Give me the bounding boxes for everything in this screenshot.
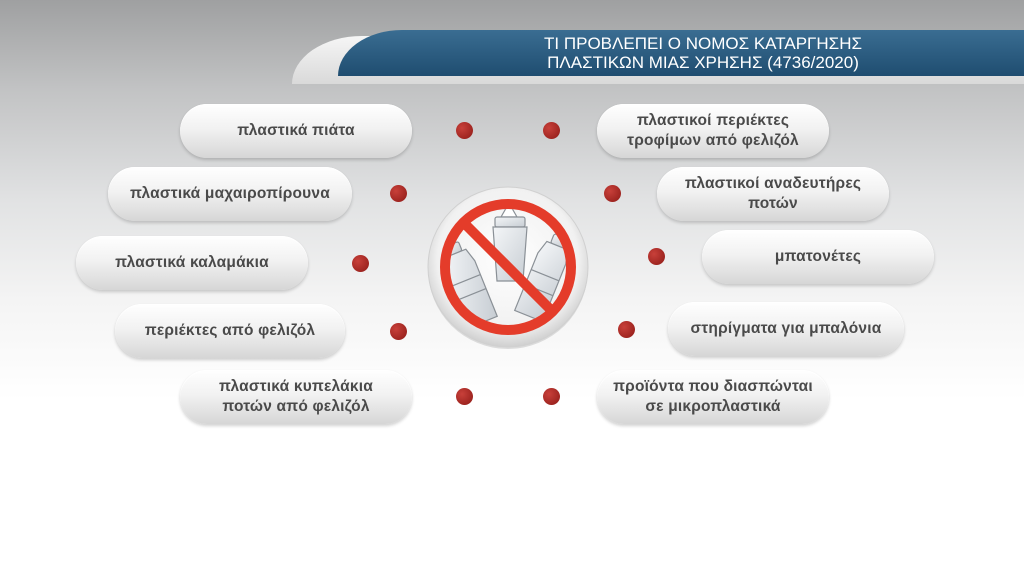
title-line-1: ΤΙ ΠΡΟΒΛΕΠΕΙ Ο ΝΟΜΟΣ ΚΑΤΑΡΓΗΣΗΣ xyxy=(544,34,862,53)
connector-dot xyxy=(648,248,665,265)
item-label-line-2: ποτών από φελιζόλ xyxy=(222,398,370,415)
connector-dot xyxy=(390,323,407,340)
item-label: περιέκτες από φελιζόλ xyxy=(144,322,316,339)
item-label-line-2: σε μικροπλαστικά xyxy=(645,398,781,415)
item-microplastic-products xyxy=(597,370,829,424)
connector-dot xyxy=(543,388,560,405)
item-label: πλαστικά καλαμάκια xyxy=(115,254,269,271)
no-plastic-bottles-icon xyxy=(423,183,593,353)
item-label-line-1: πλαστικοί αναδευτήρες xyxy=(684,175,862,192)
item-label-line-1: προϊόντα που διασπώνται xyxy=(613,378,813,395)
item-plastic-straws xyxy=(76,236,308,290)
item-label-line-2: τροφίμων από φελιζόλ xyxy=(627,132,799,149)
item-label: στηρίγματα για μπαλόνια xyxy=(690,320,882,337)
item-cotton-buds xyxy=(702,230,934,284)
item-label-line-1: πλαστικά κυπελάκια xyxy=(219,378,373,395)
item-label: μπατονέτες xyxy=(774,248,862,265)
title-line-2: ΠΛΑΣΤΙΚΩΝ ΜΙΑΣ ΧΡΗΣΗΣ (4736/2020) xyxy=(547,53,859,72)
item-plastic-plates xyxy=(180,104,412,158)
item-label: πλαστικά πιάτα xyxy=(237,122,355,139)
connector-dot xyxy=(352,255,369,272)
connector-dot xyxy=(543,122,560,139)
connector-dot xyxy=(604,185,621,202)
item-label: πλαστικά μαχαιροπίρουνα xyxy=(130,185,330,202)
item-label-line-2: ποτών xyxy=(748,195,798,212)
connector-dot xyxy=(456,388,473,405)
item-drink-stirrers xyxy=(657,167,889,221)
connector-dot xyxy=(390,185,407,202)
connector-dot xyxy=(456,122,473,139)
item-balloon-sticks xyxy=(668,302,904,356)
page-title xyxy=(338,30,1024,76)
item-styrofoam-containers xyxy=(115,304,345,358)
item-styrofoam-cups xyxy=(180,370,412,424)
item-food-containers xyxy=(597,104,829,158)
item-plastic-cutlery xyxy=(108,167,352,221)
connector-dot xyxy=(618,321,635,338)
item-label-line-1: πλαστικοί περιέκτες xyxy=(636,112,790,129)
